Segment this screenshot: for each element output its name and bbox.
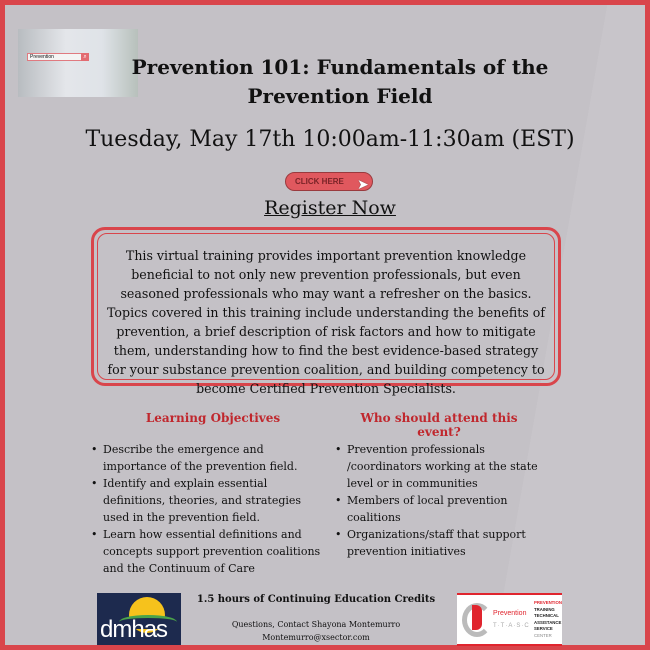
list-item: • Organizations/staff that support prevention initiatives — [333, 526, 553, 560]
photo-search-bar: Prevention — [27, 53, 82, 61]
audience-heading: Who should attend this event? — [360, 411, 518, 439]
credits-text: 1.5 hours of Continuing Education Credits — [196, 594, 436, 605]
dmhas-logo: dmhas — [97, 593, 181, 645]
contact-info — [181, 618, 451, 644]
audience-list — [333, 441, 553, 560]
objectives-heading: Learning Objectives — [145, 411, 281, 425]
event-date: Tuesday, May 17th 10:00am-11:30am (EST) — [85, 127, 575, 152]
register-now-link[interactable]: Register Now — [264, 197, 396, 219]
list-item: • Identify and explain essential definitions, theories, and strategies used in the prevention field. — [89, 475, 321, 526]
ttasc-logo: Prevention T·T·A·S·C PREVENTION TRAINING TECHNICAL ASSISTANCE SERVICE CENTER — [457, 593, 562, 646]
list-item: • Describe the emergence and importance of the prevention field. — [89, 441, 321, 475]
list-item: • Learn how essential definitions and concepts support prevention coalitions and the Continuum of Care — [89, 526, 321, 577]
objectives-list — [89, 441, 321, 577]
page-title: Prevention 101: Fundamentals of the Prevention Field — [131, 55, 549, 108]
list-item: • Prevention professionals /coordinators working at the state level or in communities — [333, 441, 553, 492]
contact-email[interactable]: Montemurro@xsector.com — [262, 633, 370, 642]
description-text: This virtual training provides important prevention knowledge beneficial to not only new prevention professionals, but even seasoned professionals who may want a refresher on the basics. Topics covered in this training include understanding the benefits of prevention, a brief description of risk factors and how to mitigate them, understanding how to find the best evidence-based strategy for your substance prevention coalition, and building competency to become Certified Prevention Specialists. — [97, 233, 555, 380]
list-item: • Members of local prevention coalitions — [333, 492, 553, 526]
click-here-button[interactable]: CLICK HERE — [285, 172, 373, 191]
search-icon: ⌕ — [81, 53, 89, 61]
contact-text: Questions, Contact Shayona Montemurro — [231, 620, 401, 629]
description-box — [91, 227, 561, 396]
cursor-icon: ➤ — [357, 177, 369, 193]
